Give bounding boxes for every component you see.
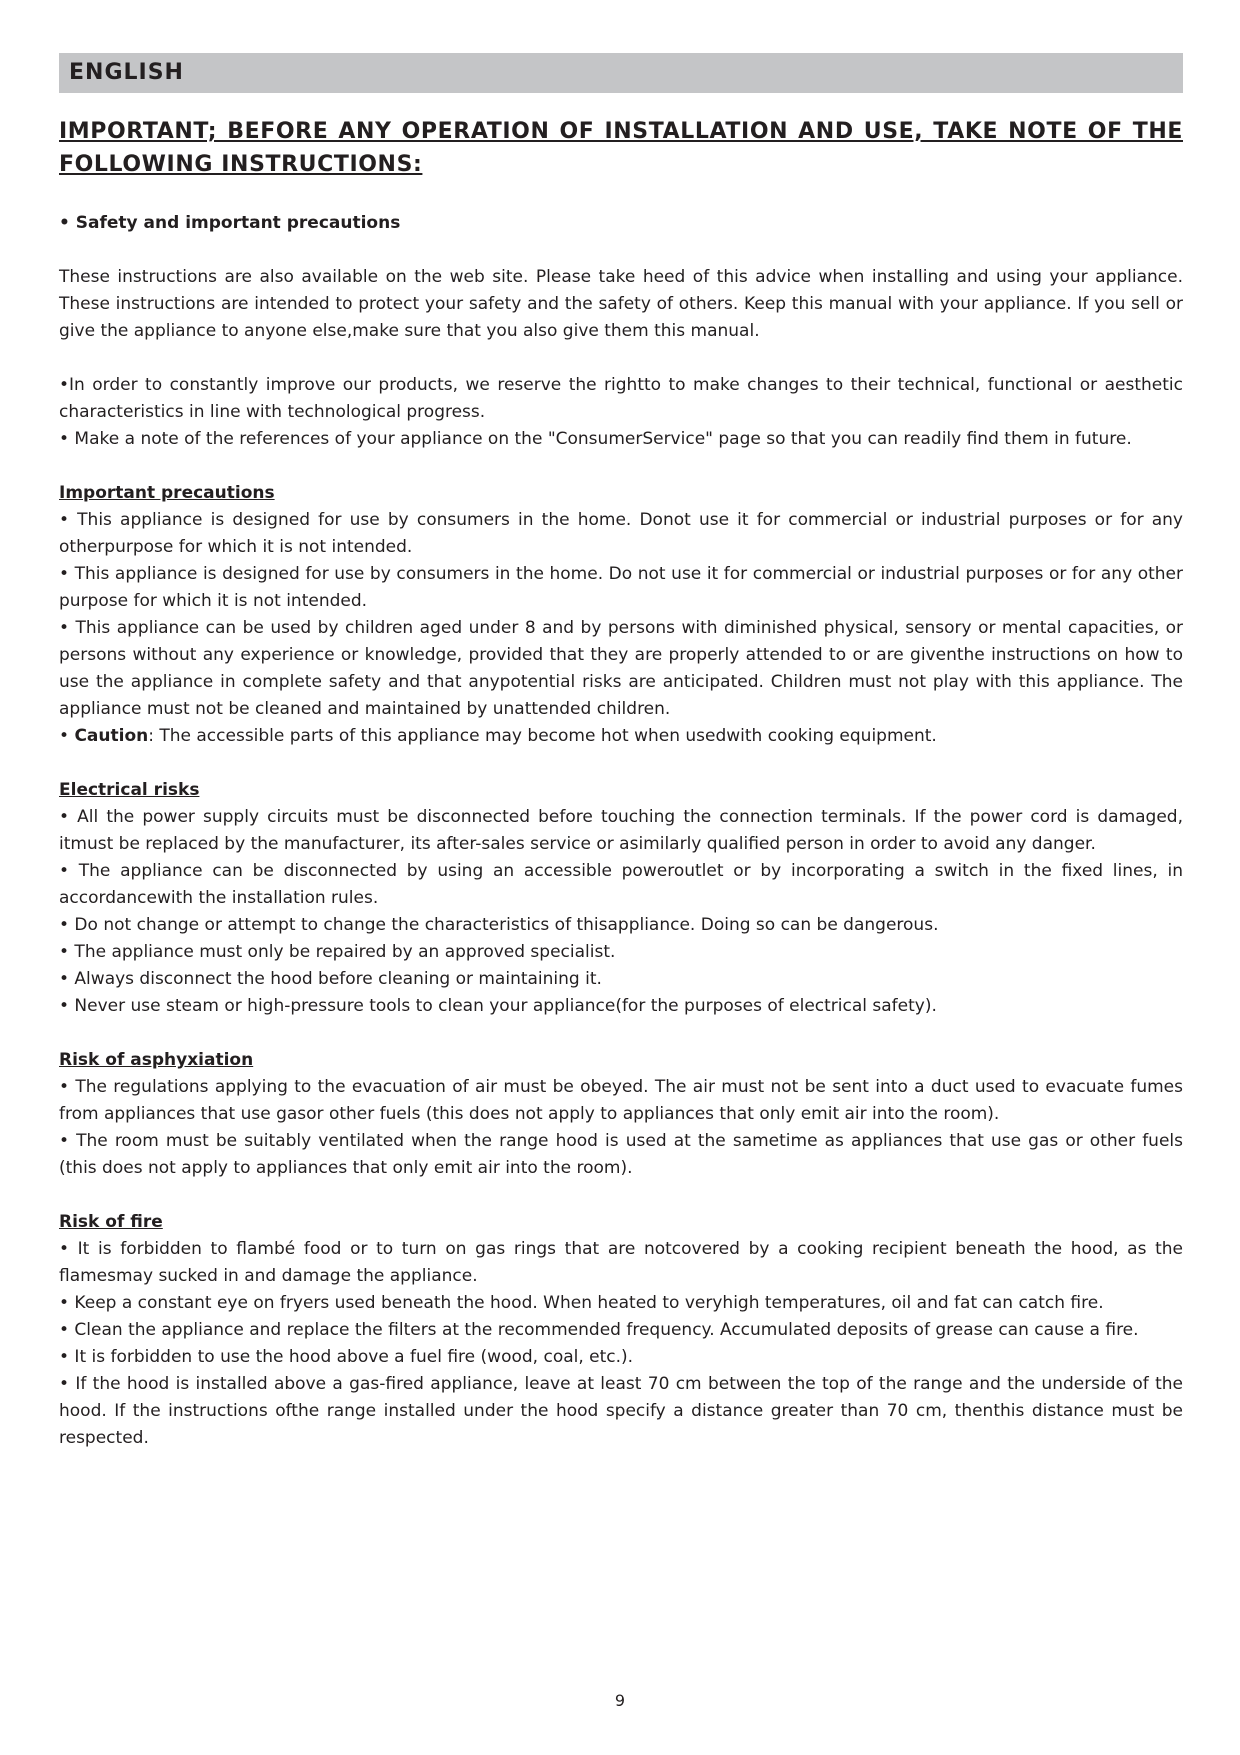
document-page: [59, 53, 1183, 1452]
list-item: • Clean the appliance and replace the filters at the recommended frequency. Accumulated deposits of grease can cause a fire.: [59, 1320, 1139, 1340]
section-asphyxiation: [59, 1047, 1183, 1182]
section-important-precautions: [59, 480, 1183, 750]
section-title: Important precautions: [59, 483, 275, 503]
list-item: • Keep a constant eye on fryers used beneath the hood. When heated to veryhigh temperatures, oil and fat can catch fire.: [59, 1293, 1104, 1313]
intro-improvement-note: •In order to constantly improve our products, we reserve the rightto to make changes to their technical, functional or aesthetic characteristics in line with technological progress.: [59, 375, 1183, 422]
list-item: • It is forbidden to flambé food or to turn on gas rings that are notcovered by a cooking recipient beneath the hood, as the flamesmay sucked in and damage the appliance.: [59, 1239, 1183, 1286]
list-item: • Do not change or attempt to change the characteristics of thisappliance. Doing so can be dangerous.: [59, 915, 939, 935]
language-header: ENGLISH: [59, 53, 1183, 93]
caution-text: : The accessible parts of this appliance may become hot when usedwith cooking equipment.: [148, 726, 937, 746]
list-item: • If the hood is installed above a gas-fired appliance, leave at least 70 cm between the top of the range and the underside of the hood. If the instructions ofthe range installed under the hood specify a distance greater than 70 cm, thenthis distance must be respected.: [59, 1374, 1183, 1448]
page-number: 9: [614, 1691, 626, 1710]
section-title: Risk of fire: [59, 1212, 163, 1232]
list-item: • The room must be suitably ventilated when the range hood is used at the sametime as appliances that use gas or other fuels (this does not apply to appliances that only emit air into the room).: [59, 1131, 1183, 1178]
list-item: • This appliance is designed for use by consumers in the home. Do not use it for commercial or industrial purposes or for any other purpose for which it is not intended.: [59, 564, 1183, 611]
safety-heading: • Safety and important precautions: [59, 213, 401, 233]
list-item: • The regulations applying to the evacuation of air must be obeyed. The air must not be sent into a duct used to evacuate fumes from appliances that use gasor other fuels (this does not apply to appliances that only emit air into the room).: [59, 1077, 1183, 1124]
caution-item: [59, 723, 1183, 750]
page-title: IMPORTANT; BEFORE ANY OPERATION OF INSTALLATION AND USE, TAKE NOTE OF THE FOLLOWING INSTRUCTIONS:: [59, 119, 1183, 177]
list-item: • The appliance can be disconnected by using an accessible poweroutlet or by incorporating a switch in the fixed lines, in accordancewith the installation rules.: [59, 861, 1183, 908]
list-item: • Never use steam or high-pressure tools to clean your appliance(for the purposes of electrical safety).: [59, 996, 937, 1016]
caution-bullet: •: [59, 726, 75, 746]
intro-paragraph: These instructions are also available on the web site. Please take heed of this advice when installing and using your appliance. These instructions are intended to protect your safety and the safety of others. Keep this manual with your appliance. If you sell or give the appliance to anyone else,make sure that you also give them this manual.: [59, 267, 1183, 341]
list-item: • Always disconnect the hood before cleaning or maintaining it.: [59, 969, 602, 989]
list-item: • The appliance must only be repaired by an approved specialist.: [59, 942, 616, 962]
list-item: • All the power supply circuits must be disconnected before touching the connection terminals. If the power cord is damaged, itmust be replaced by the manufacturer, its after-sales service or asimilarly qualified person in order to avoid any danger.: [59, 807, 1183, 854]
section-electrical-risks: [59, 777, 1183, 1020]
section-title: Electrical risks: [59, 780, 200, 800]
section-fire: [59, 1209, 1183, 1452]
list-item: • This appliance is designed for use by consumers in the home. Donot use it for commercial or industrial purposes or for any otherpurpose for which it is not intended.: [59, 510, 1183, 557]
intro-reference-note: • Make a note of the references of your appliance on the "ConsumerService" page so that you can readily find them in future.: [59, 429, 1132, 449]
list-item: • It is forbidden to use the hood above a fuel fire (wood, coal, etc.).: [59, 1347, 634, 1367]
caution-label: Caution: [74, 726, 149, 746]
section-title: Risk of asphyxiation: [59, 1050, 254, 1070]
list-item: • This appliance can be used by children aged under 8 and by persons with diminished physical, sensory or mental capacities, or persons without any experience or knowledge, provided that they are properly attended to or are giventhe instructions on how to use the appliance in complete safety and that anypotential risks are anticipated. Children must not play with this appliance. The appliance must not be cleaned and maintained by unattended children.: [59, 618, 1183, 719]
